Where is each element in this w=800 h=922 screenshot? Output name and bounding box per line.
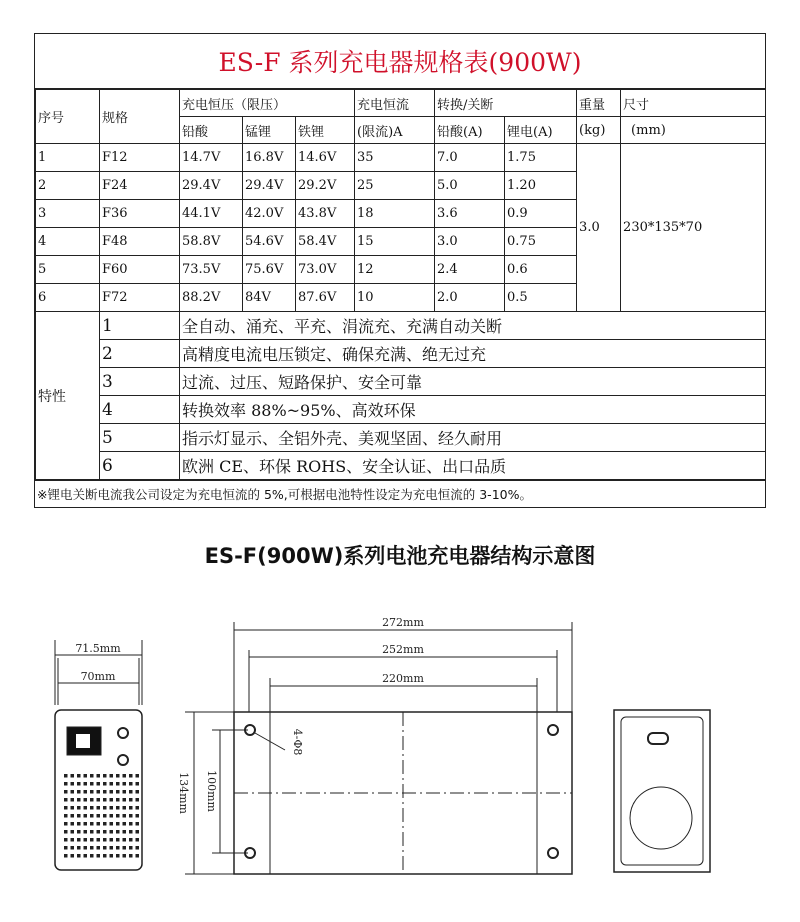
vent-hole <box>84 782 88 786</box>
vent-hole <box>71 838 75 842</box>
cell-mn: 16.8V <box>243 144 296 172</box>
cell-cc: 18 <box>355 200 435 228</box>
vent-hole <box>116 806 120 810</box>
feature-no: 1 <box>100 312 180 340</box>
vent-hole <box>129 830 133 834</box>
cell-model: F60 <box>100 256 180 284</box>
vent-hole <box>129 854 133 858</box>
cell-sw-lead: 3.6 <box>435 200 505 228</box>
top-view <box>185 622 572 874</box>
vent-hole <box>71 854 75 858</box>
header-switch: 转换/关断 <box>435 90 577 117</box>
table-row <box>36 144 766 172</box>
vent-hole <box>123 798 127 802</box>
cell-fe: 58.4V <box>296 228 355 256</box>
dim-272: 272mm <box>382 616 424 629</box>
vent-hole <box>123 854 127 858</box>
spec-grid <box>35 89 766 480</box>
vent-hole <box>129 774 133 778</box>
vent-hole <box>97 846 101 850</box>
vent-hole <box>90 814 94 818</box>
cell-lead: 14.7V <box>180 144 243 172</box>
vent-hole <box>84 814 88 818</box>
cell-lead: 58.8V <box>180 228 243 256</box>
vent-hole <box>136 814 140 818</box>
header-fe: 铁锂 <box>296 117 355 144</box>
cell-sw-lead: 5.0 <box>435 172 505 200</box>
table-title: ES-F 系列充电器规格表(900W) <box>35 34 765 89</box>
vent-hole <box>77 798 81 802</box>
feature-no: 5 <box>100 424 180 452</box>
vent-hole <box>110 790 114 794</box>
feature-row <box>36 368 766 396</box>
vent-hole <box>103 846 107 850</box>
header-spec: 规格 <box>100 90 180 144</box>
cell-mn: 84V <box>243 284 296 312</box>
vent-hole <box>64 790 68 794</box>
vent-hole <box>64 846 68 850</box>
header-size: 尺寸 <box>621 90 766 117</box>
dim-70: 70mm <box>80 670 116 683</box>
cell-sw-li: 1.20 <box>505 172 577 200</box>
vent-hole <box>110 798 114 802</box>
vent-hole <box>84 790 88 794</box>
cell-cc: 35 <box>355 144 435 172</box>
cell-model: F36 <box>100 200 180 228</box>
feature-text: 高精度电流电压锁定、确保充满、绝无过充 <box>180 340 766 368</box>
vent-hole <box>129 790 133 794</box>
feature-no: 4 <box>100 396 180 424</box>
vent-hole <box>116 790 120 794</box>
cell-mn: 75.6V <box>243 256 296 284</box>
vent-hole <box>129 782 133 786</box>
cell-fe: 43.8V <box>296 200 355 228</box>
vent-hole <box>84 798 88 802</box>
footnote: ※锂电关断电流我公司设定为充电恒流的 5%,可根据电池特性设定为充电恒流的 3-10%。 <box>35 480 765 507</box>
vent-hole <box>136 838 140 842</box>
cell-size: 230*135*70 <box>621 144 766 312</box>
vent-hole <box>103 854 107 858</box>
feature-text: 过流、过压、短路保护、安全可靠 <box>180 368 766 396</box>
vent-hole <box>90 854 94 858</box>
cell-no: 1 <box>36 144 100 172</box>
cell-no: 4 <box>36 228 100 256</box>
vent-hole <box>64 854 68 858</box>
vent-hole <box>110 822 114 826</box>
cell-model: F72 <box>100 284 180 312</box>
feature-no: 3 <box>100 368 180 396</box>
cell-cc: 12 <box>355 256 435 284</box>
header-sw-lead: 铅酸(A) <box>435 117 505 144</box>
cell-cc: 15 <box>355 228 435 256</box>
vent-hole <box>90 846 94 850</box>
cell-model: F24 <box>100 172 180 200</box>
vent-hole <box>97 782 101 786</box>
vent-hole <box>77 822 81 826</box>
vent-hole <box>71 822 75 826</box>
vent-hole <box>77 814 81 818</box>
spec-table <box>34 33 766 508</box>
vent-hole <box>110 782 114 786</box>
vent-hole <box>129 822 133 826</box>
header-weight: 重量 <box>577 90 621 117</box>
vent-hole <box>136 822 140 826</box>
cell-fe: 14.6V <box>296 144 355 172</box>
dim-252: 252mm <box>382 643 424 656</box>
vent-hole <box>136 830 140 834</box>
cell-weight: 3.0 <box>577 144 621 312</box>
cell-lead: 88.2V <box>180 284 243 312</box>
vent-hole <box>71 806 75 810</box>
side-view <box>614 710 710 872</box>
vent-hole <box>123 806 127 810</box>
cell-sw-lead: 2.0 <box>435 284 505 312</box>
vent-hole <box>116 822 120 826</box>
vent-hole <box>90 838 94 842</box>
cell-fe: 73.0V <box>296 256 355 284</box>
cell-lead: 44.1V <box>180 200 243 228</box>
vent-hole <box>97 814 101 818</box>
vent-hole <box>84 806 88 810</box>
feature-no: 2 <box>100 340 180 368</box>
vent-hole <box>71 814 75 818</box>
cell-no: 3 <box>36 200 100 228</box>
feature-no: 6 <box>100 452 180 480</box>
header-cv: 充电恒压（限压） <box>180 90 355 117</box>
cell-sw-lead: 3.0 <box>435 228 505 256</box>
vent-hole <box>64 798 68 802</box>
cell-mn: 42.0V <box>243 200 296 228</box>
vent-hole <box>71 782 75 786</box>
vent-hole <box>97 774 101 778</box>
cell-mn: 54.6V <box>243 228 296 256</box>
vent-hole <box>84 830 88 834</box>
feature-row <box>36 424 766 452</box>
vent-hole <box>110 774 114 778</box>
vent-hole <box>90 830 94 834</box>
vent-hole <box>116 774 120 778</box>
vent-hole <box>123 822 127 826</box>
dim-220: 220mm <box>382 672 424 685</box>
dim-71-5: 71.5mm <box>75 642 121 655</box>
feature-text: 欧洲 CE、环保 ROHS、安全认证、出口品质 <box>180 452 766 480</box>
cell-sw-li: 0.5 <box>505 284 577 312</box>
feature-row <box>36 396 766 424</box>
vent-hole <box>90 774 94 778</box>
cell-fe: 87.6V <box>296 284 355 312</box>
cell-no: 2 <box>36 172 100 200</box>
vent-hole <box>129 798 133 802</box>
structure-diagram <box>0 580 800 922</box>
vent-hole <box>129 846 133 850</box>
vent-hole <box>123 846 127 850</box>
vent-hole <box>129 806 133 810</box>
header-seq: 序号 <box>36 90 100 144</box>
cell-sw-li: 0.75 <box>505 228 577 256</box>
vent-hole <box>97 838 101 842</box>
vent-hole <box>77 790 81 794</box>
cell-sw-li: 1.75 <box>505 144 577 172</box>
vent-hole <box>77 838 81 842</box>
cell-model: F48 <box>100 228 180 256</box>
vent-hole <box>64 814 68 818</box>
vent-hole <box>77 774 81 778</box>
vent-hole <box>123 838 127 842</box>
vent-hole <box>71 798 75 802</box>
vent-hole <box>77 782 81 786</box>
vent-hole <box>103 814 107 818</box>
features-label: 特性 <box>36 312 100 480</box>
vent-hole <box>77 830 81 834</box>
cell-model: F12 <box>100 144 180 172</box>
vent-hole <box>64 822 68 826</box>
vent-hole <box>97 806 101 810</box>
vent-hole <box>110 854 114 858</box>
header-kg: (kg) <box>577 117 621 144</box>
vent-hole <box>123 814 127 818</box>
cell-sw-li: 0.6 <box>505 256 577 284</box>
vent-hole <box>97 830 101 834</box>
vent-hole <box>129 814 133 818</box>
vent-hole <box>84 838 88 842</box>
header-sw-li: 锂电(A) <box>505 117 577 144</box>
vent-hole <box>116 830 120 834</box>
vent-hole <box>97 822 101 826</box>
feature-text: 指示灯显示、全铝外壳、美观坚固、经久耐用 <box>180 424 766 452</box>
feature-text: 转换效率 88%~95%、高效环保 <box>180 396 766 424</box>
vent-hole <box>110 838 114 842</box>
header-cc-unit: (限流)A <box>355 117 435 144</box>
cell-cc: 10 <box>355 284 435 312</box>
vent-hole <box>84 774 88 778</box>
cell-fe: 29.2V <box>296 172 355 200</box>
vent-hole <box>64 782 68 786</box>
diagram-title: ES-F(900W)系列电池充电器结构示意图 <box>204 544 596 568</box>
vent-hole <box>103 806 107 810</box>
vent-hole <box>103 822 107 826</box>
vent-hole <box>90 782 94 786</box>
cell-sw-lead: 2.4 <box>435 256 505 284</box>
vent-hole <box>84 854 88 858</box>
vent-hole <box>116 782 120 786</box>
vent-hole <box>110 846 114 850</box>
vent-hole <box>64 838 68 842</box>
dim-holes: 4-Φ8 <box>291 728 304 756</box>
vent-hole <box>123 790 127 794</box>
header-cc: 充电恒流 <box>355 90 435 117</box>
vent-hole <box>116 814 120 818</box>
vent-hole <box>123 774 127 778</box>
vent-hole <box>97 798 101 802</box>
vent-hole <box>123 782 127 786</box>
vent-hole <box>97 854 101 858</box>
dim-100: 100mm <box>205 770 218 812</box>
vent-hole <box>136 798 140 802</box>
vent-hole <box>84 822 88 826</box>
vent-hole <box>71 830 75 834</box>
dim-134: 134mm <box>177 772 190 814</box>
cell-no: 5 <box>36 256 100 284</box>
cell-mn: 29.4V <box>243 172 296 200</box>
vent-hole <box>103 838 107 842</box>
vent-hole <box>116 846 120 850</box>
vent-hole <box>136 846 140 850</box>
vent-hole <box>103 830 107 834</box>
vent-hole <box>129 838 133 842</box>
vent-hole <box>90 798 94 802</box>
cell-lead: 29.4V <box>180 172 243 200</box>
vent-hole <box>64 830 68 834</box>
vent-hole <box>64 774 68 778</box>
vent-grid <box>64 774 139 858</box>
header-mm: (mm) <box>621 117 766 144</box>
vent-hole <box>77 846 81 850</box>
cell-cc: 25 <box>355 172 435 200</box>
vent-hole <box>116 854 120 858</box>
vent-hole <box>103 798 107 802</box>
vent-hole <box>64 806 68 810</box>
header-mn: 锰锂 <box>243 117 296 144</box>
vent-hole <box>110 806 114 810</box>
vent-hole <box>123 830 127 834</box>
vent-hole <box>77 806 81 810</box>
vent-hole <box>71 774 75 778</box>
vent-hole <box>71 846 75 850</box>
vent-hole <box>116 838 120 842</box>
feature-row <box>36 340 766 368</box>
cell-sw-lead: 7.0 <box>435 144 505 172</box>
vent-hole <box>71 790 75 794</box>
vent-hole <box>136 854 140 858</box>
cell-lead: 73.5V <box>180 256 243 284</box>
vent-hole <box>77 854 81 858</box>
feature-row <box>36 452 766 480</box>
vent-hole <box>110 814 114 818</box>
vent-hole <box>103 790 107 794</box>
feature-text: 全自动、涌充、平充、涓流充、充满自动关断 <box>180 312 766 340</box>
vent-hole <box>136 782 140 786</box>
header-lead: 铅酸 <box>180 117 243 144</box>
vent-hole <box>84 846 88 850</box>
vent-hole <box>136 806 140 810</box>
vent-hole <box>136 774 140 778</box>
cell-sw-li: 0.9 <box>505 200 577 228</box>
vent-hole <box>90 790 94 794</box>
vent-hole <box>90 806 94 810</box>
vent-hole <box>103 774 107 778</box>
vent-hole <box>103 782 107 786</box>
feature-row <box>36 312 766 340</box>
cell-no: 6 <box>36 284 100 312</box>
vent-hole <box>116 798 120 802</box>
vent-hole <box>136 790 140 794</box>
vent-hole <box>97 790 101 794</box>
vent-hole <box>90 822 94 826</box>
vent-hole <box>110 830 114 834</box>
